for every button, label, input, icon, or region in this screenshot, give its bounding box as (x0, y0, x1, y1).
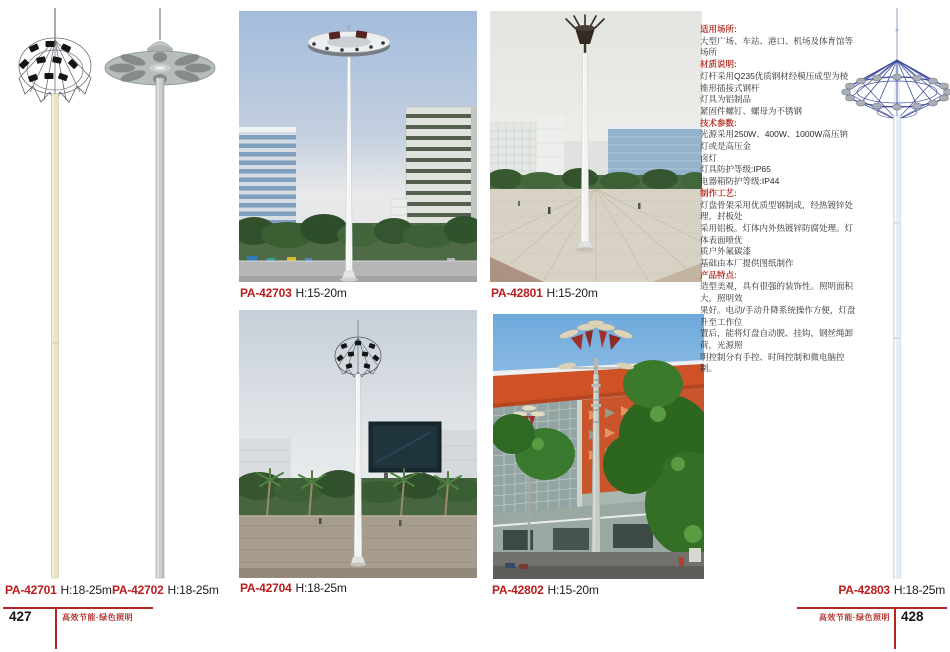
product-height: H:15-20m (547, 583, 599, 597)
product-id: PA-42802 (492, 583, 544, 597)
photo-pa-42703 (239, 11, 477, 282)
spec-line: 明控制分有手控、时间控制和微电脑控制。 (700, 351, 845, 374)
pole (894, 116, 901, 578)
photo-pa-42802 (493, 314, 704, 579)
spec-heading: 制作工艺: (700, 187, 737, 198)
spec-line: 果好。电动/手动升降系统操作方便，灯盘升至工作位 (700, 304, 856, 327)
product-height: H:15-20m (295, 286, 347, 300)
spec-line: 灯具防护等级:IP65 (700, 164, 771, 175)
footer-divider-left (55, 607, 57, 649)
spec-line: 卤灯 (700, 152, 718, 163)
spec-line: 造型美观，具有很强的装饰性。照明面积大，照明效 (700, 281, 854, 304)
spec-line: 大型广场、车站、港口、机场及体育馆等场所 (700, 35, 854, 58)
spec-line: 光源采用250W、400W、1000W高压钠灯或是高压金 (700, 129, 848, 152)
product-height: H:18-25m (295, 581, 347, 595)
spec-heading: 技术参数: (700, 117, 737, 128)
page-number-left: 427 (9, 609, 32, 624)
spec-line: 采用铝板。灯体内外热镀锌防腐处理。灯体表面喷优 (700, 222, 854, 245)
photo-scene-crown-mast (239, 310, 477, 578)
spec-line: 基础由本厂提供图纸制作 (700, 258, 794, 269)
product-label (491, 286, 598, 300)
spec-line: 紧固件螺钉、螺母为不锈钢 (700, 105, 803, 116)
photo-pa-42704 (239, 310, 477, 578)
product-height: H:15-20m (546, 286, 598, 300)
product-id: PA-42704 (240, 581, 292, 595)
drawing-pa-42702-high-mast-disc (102, 8, 222, 580)
product-id: PA-42702 (112, 583, 164, 597)
spec-line: 灯盘骨架采用优质型钢制成，经热镀锌处理，封板处 (700, 199, 854, 222)
product-id: PA-42701 (5, 583, 57, 597)
photo-scene-trumpet-pole (493, 314, 704, 579)
product-label (5, 583, 112, 597)
spec-line: 灯杆采用Q235优质钢材经模压成型为棱锥形插接式钢杆 (700, 70, 849, 93)
spec-heading: 适用场所: (700, 24, 737, 34)
product-id: PA-42703 (240, 286, 292, 300)
left-building (239, 127, 296, 233)
spec-text (700, 24, 856, 375)
product-id: PA-42803 (838, 583, 890, 597)
plaza-ground (490, 189, 702, 282)
street-level (493, 548, 704, 579)
product-height: H:18-25m (893, 583, 945, 597)
product-id: PA-42801 (491, 286, 543, 300)
footer-divider-right (894, 607, 896, 649)
spec-line: 电器箱防护等级:IP44 (700, 176, 780, 187)
ufo-lamp-disc (308, 30, 390, 56)
product-label (112, 583, 219, 597)
product-label (240, 581, 347, 595)
spec-line: 质户外氟碳漆 (700, 246, 752, 257)
pole (156, 78, 164, 578)
spec-line: 灯具为铝制品 (700, 94, 752, 105)
footer-slogan-right: 高效节能·绿色照明 (818, 613, 890, 622)
drawing-pa-42803-high-mast-cone (840, 8, 950, 580)
product-label (240, 286, 347, 300)
spec-heading: 材质说明: (700, 59, 737, 70)
spec-heading: 产品特点: (700, 269, 737, 280)
photo-scene-goblet-mast (490, 11, 702, 282)
product-label (740, 583, 945, 597)
product-height: H:18-25m (60, 583, 112, 597)
page-number-right: 428 (901, 609, 924, 624)
pole (52, 94, 59, 578)
plaza-ground (239, 261, 477, 282)
photo-scene-ufo-mast (239, 11, 477, 282)
spec-line: 置后，能将灯盘自动脱、挂钩，钢丝绳卸荷，光源照 (700, 328, 854, 350)
product-label (492, 583, 599, 597)
product-height: H:18-25m (167, 583, 219, 597)
drawing-pa-42701-high-mast-crown (0, 8, 110, 580)
photo-pa-42801 (490, 11, 702, 282)
footer-rule-right (797, 607, 947, 609)
footer-slogan-left: 高效节能·绿色照明 (62, 613, 134, 622)
